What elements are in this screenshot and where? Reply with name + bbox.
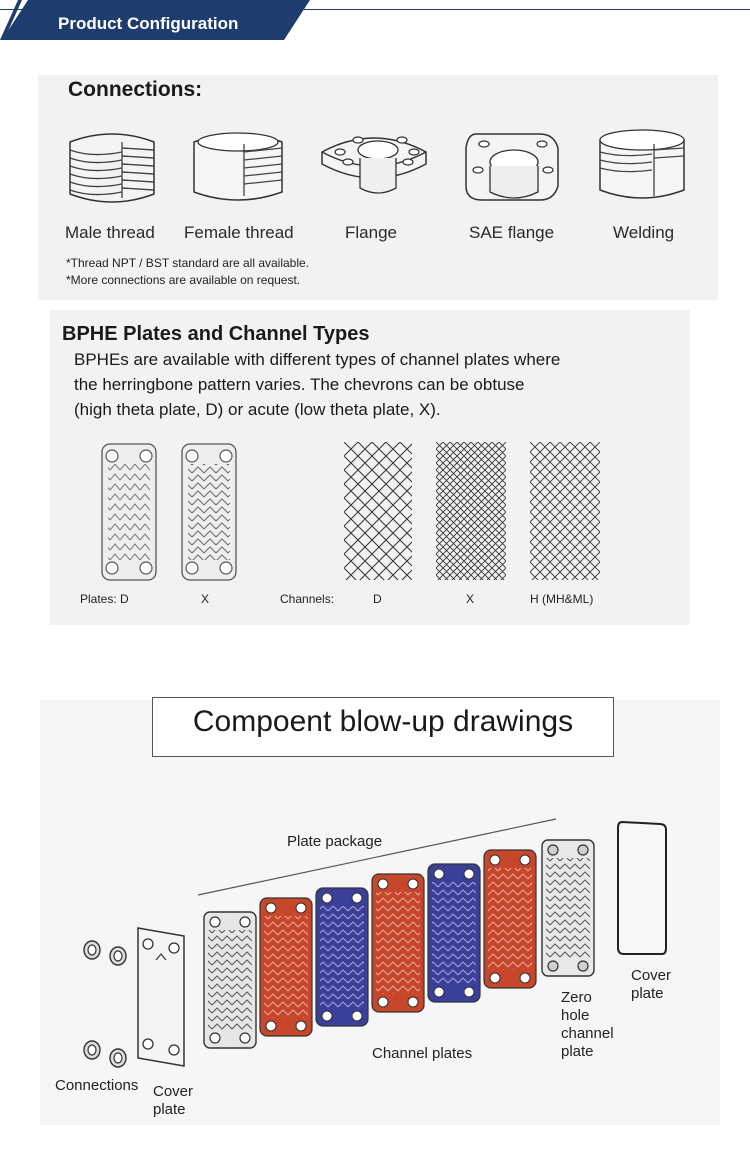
connection-label-female-thread: Female thread <box>184 223 294 242</box>
connection-label-sae-flange: SAE flange <box>469 223 555 242</box>
label-channel-h: H (MH&ML) <box>530 592 594 606</box>
back-cover-plate-drawing <box>616 818 668 958</box>
label-cover-plate-back-2: plate <box>631 985 664 1002</box>
male-thread-icon <box>62 128 162 208</box>
connections-note-2: *More connections are available on request. <box>66 273 301 287</box>
connections-note-1: *Thread NPT / BST standard are all available. <box>66 256 310 270</box>
plate-x-drawing <box>180 442 238 582</box>
label-channel-plates: Channel plates <box>372 1045 473 1062</box>
label-zero-hole-3: channel <box>561 1025 614 1042</box>
plates-text-line-1: BPHEs are available with different types of channel plates where <box>74 350 561 369</box>
connection-label-male-thread: Male thread <box>65 223 155 242</box>
channel-x-pattern <box>436 442 506 580</box>
label-channel-x: X <box>466 592 475 606</box>
channel-plates-stack-drawing <box>258 840 548 1060</box>
connection-label-welding: Welding <box>613 223 675 242</box>
blowup-title: Compoent blow-up drawings <box>192 705 574 738</box>
plates-text-line-2: the herringbone pattern varies. The chevrons can be obtuse <box>74 375 525 394</box>
label-cover-plate-back-1: Cover <box>631 967 672 984</box>
connection-label-flange: Flange <box>345 223 397 242</box>
banner-title: Product Configuration <box>58 14 239 33</box>
label-channels: Channels: <box>280 592 335 606</box>
label-zero-hole-2: hole <box>561 1007 590 1024</box>
channel-h-pattern <box>530 442 600 580</box>
label-channel-d: D <box>373 592 382 606</box>
plates-text-line-3: (high theta plate, D) or acute (low theta plate, X). <box>74 400 441 419</box>
label-zero-hole-1: Zero <box>561 989 592 1006</box>
plates-heading: BPHE Plates and Channel Types <box>62 323 370 345</box>
label-zero-hole-4: plate <box>561 1043 594 1060</box>
label-cover-plate-front-2: plate <box>153 1101 186 1118</box>
female-thread-icon <box>188 130 288 206</box>
label-plates-d: Plates: D <box>80 592 129 606</box>
flange-icon <box>318 128 430 202</box>
welding-icon <box>592 126 692 206</box>
label-plate-x: X <box>201 592 210 606</box>
first-channel-plate-drawing <box>202 910 258 1050</box>
zero-hole-plate-drawing <box>540 838 596 978</box>
sae-flange-icon <box>462 126 562 208</box>
label-connections: Connections <box>55 1077 139 1094</box>
front-cover-plate-drawing <box>134 922 188 1072</box>
connections-fittings-drawing <box>80 938 136 1068</box>
label-plate-package: Plate package <box>287 833 383 850</box>
plate-d-drawing <box>100 442 158 582</box>
channel-d-pattern <box>344 442 412 580</box>
label-cover-plate-front-1: Cover <box>153 1083 194 1100</box>
connections-heading: Connections: <box>68 78 203 101</box>
